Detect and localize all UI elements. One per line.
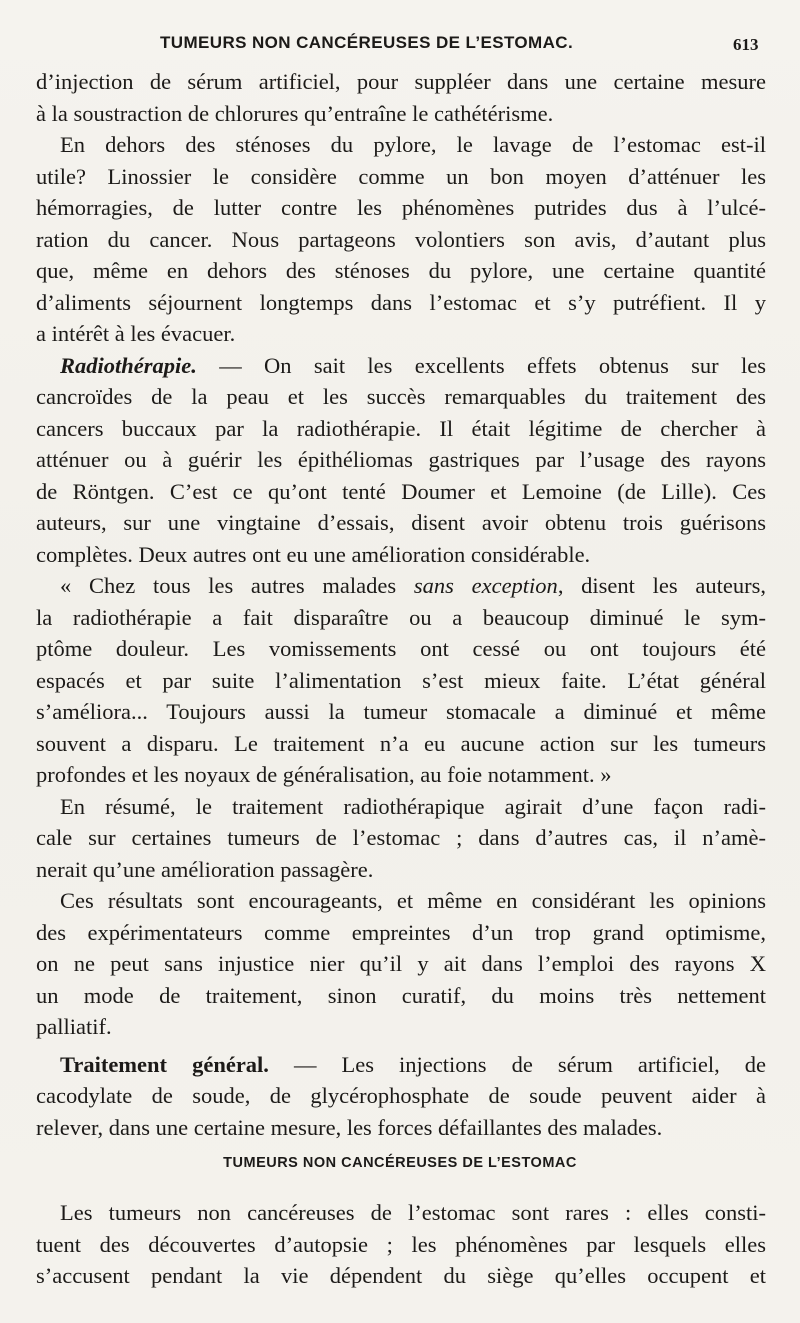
paragraph-radiotherapie xyxy=(36,350,766,382)
text-line: espacés et par suite l’alimentation s’est mieux faite. L’état général xyxy=(36,667,766,693)
text-line: s’accusent pendant la vie dépendent du siège qu’elles occupent et xyxy=(36,1263,766,1288)
text-span: , disent les auteurs, xyxy=(557,573,766,598)
text-line: complètes. Deux autres ont eu une amélioration considérable. xyxy=(36,541,591,567)
text-line: ptôme douleur. Les vomissements ont cessé ou ont toujours été xyxy=(36,636,766,661)
paragraph-traitement-general xyxy=(36,1049,766,1081)
text-line: tuent des découvertes d’autopsie ; les phénomènes par lesquels elles xyxy=(36,1231,766,1257)
text-line: des expérimentateurs comme empreintes d’un trop grand optimisme, xyxy=(36,919,766,945)
text-line: a intérêt à les évacuer. xyxy=(36,321,236,346)
text-line: palliatif. xyxy=(36,1014,112,1039)
text-line: utile? Linossier le considère comme un bon moyen d’atténuer les xyxy=(36,163,766,189)
radiotherapie-heading: Radiothérapie. xyxy=(60,352,197,378)
text-line: cancroïdes de la peau et les succès remarquables du traitement des xyxy=(36,384,766,409)
traitement-general-heading: Traitement général. xyxy=(60,1051,269,1077)
italic-emphasis: sans exception xyxy=(413,573,558,598)
text-line: auteurs, sur une vingtaine d’essais, disent avoir obtenu trois guérisons xyxy=(36,510,766,535)
text-line: cancers buccaux par la radiothérapie. Il était légitime de chercher à xyxy=(36,415,766,441)
text-line: que, même en dehors des sténoses du pylore, une certaine quantité xyxy=(36,258,766,283)
text-line: d’aliments séjournent longtemps dans l’estomac et s’y putréfient. Il y xyxy=(36,289,766,315)
page-number: 613 xyxy=(733,35,759,54)
running-title: TUMEURS NON CANCÉREUSES DE L’ESTOMAC. xyxy=(160,33,574,52)
text-line: Les tumeurs non cancéreuses de l’estomac sont rares : elles consti- xyxy=(60,1200,766,1225)
text-line: de Röntgen. C’est ce qu’ont tenté Doumer et Lemoine (de Lille). Ces xyxy=(36,478,766,504)
text-line: relever, dans une certaine mesure, les forces défaillantes des malades. xyxy=(36,1114,663,1140)
text-line: à la soustraction de chlorures qu’entraîne le cathétérisme. xyxy=(36,100,554,126)
text-line: on ne peut sans injustice nier qu’il y ait dans l’emploi des rayons X xyxy=(36,951,766,976)
section-text xyxy=(36,1197,766,1292)
running-header xyxy=(0,33,800,57)
text-span: « Chez tous les autres malades xyxy=(60,573,414,598)
text-line: cale sur certaines tumeurs de l’estomac ; dans d’autres cas, il n’amè- xyxy=(36,825,766,850)
text-line: souvent a disparu. Le traitement n’a eu aucune action sur les tumeurs xyxy=(36,730,766,756)
text-line: Ces résultats sont encourageants, et même en considérant les opinions xyxy=(60,888,766,913)
text-line: s’améliora... Toujours aussi la tumeur stomacale a diminué et même xyxy=(36,699,766,724)
text-line: la radiothérapie a fait disparaître ou a beaucoup diminué le sym- xyxy=(36,604,766,630)
body-text xyxy=(36,66,766,1143)
text-span: — On sait les excellents effets obtenus sur les xyxy=(196,352,766,378)
text-line: d’injection de sérum artificiel, pour suppléer dans une certaine mesure xyxy=(36,69,766,94)
text-line: En résumé, le traitement radiothérapique agirait d’une façon radi- xyxy=(60,793,766,819)
text-line: un mode de traitement, sinon curatif, du moins très nettement xyxy=(36,982,766,1008)
text-span: — Les injections de sérum artificiel, de xyxy=(268,1051,766,1077)
text-line: profondes et les noyaux de généralisation, au foie notamment. » xyxy=(36,762,612,787)
section-heading: TUMEURS NON CANCÉREUSES DE L’ESTOMAC xyxy=(223,1155,577,1171)
text-line: cacodylate de soude, de glycérophosphate de soude peuvent aider à xyxy=(36,1083,766,1108)
text-line: En dehors des sténoses du pylore, le lavage de l’estomac est-il xyxy=(60,132,766,157)
text-line: nerait qu’une amélioration passagère. xyxy=(36,856,374,882)
quote-line xyxy=(36,570,766,602)
text-line: ration du cancer. Nous partageons volontiers son avis, d’autant plus xyxy=(36,226,766,252)
text-line: hémorragies, de lutter contre les phénomènes putrides dus à l’ulcé- xyxy=(36,195,766,220)
text-line: atténuer ou à guérir les épithéliomas gastriques par l’usage des rayons xyxy=(36,447,766,472)
